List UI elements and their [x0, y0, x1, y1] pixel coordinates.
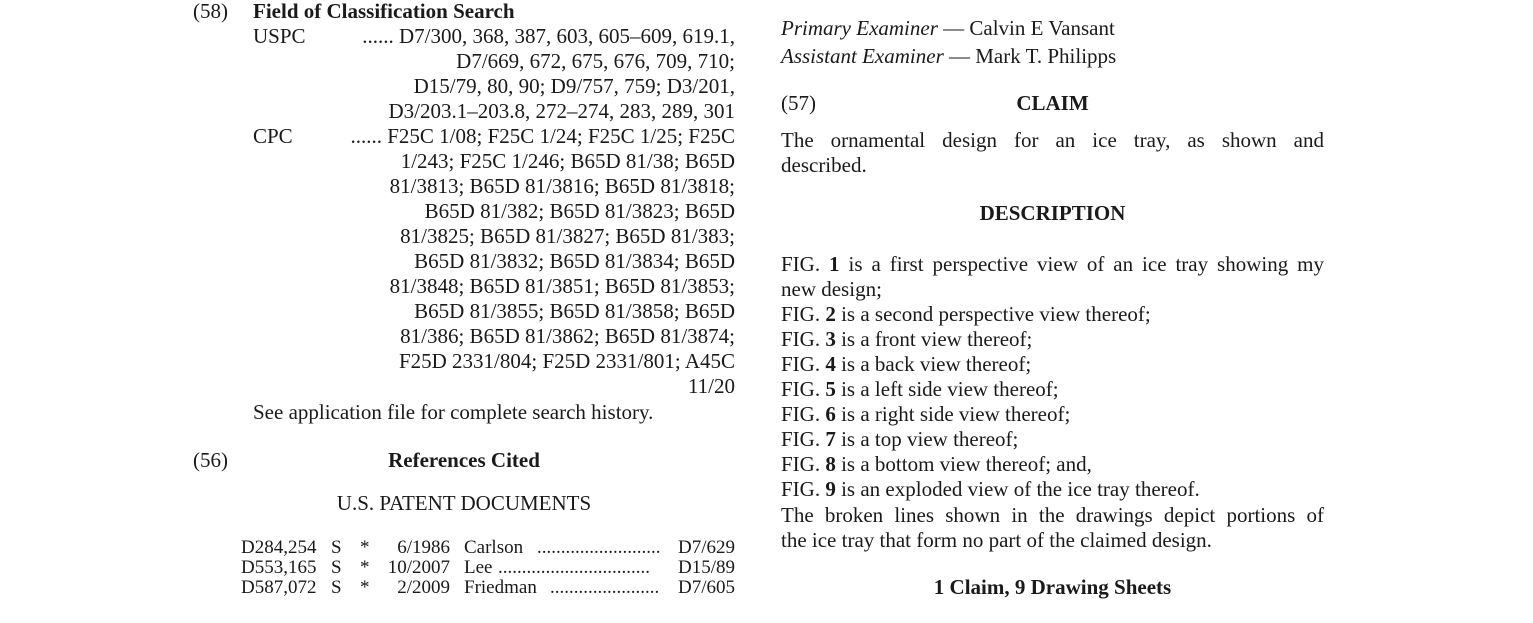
patent-kind: S [331, 577, 342, 598]
fig-text: is a left side view thereof; [841, 377, 1059, 401]
fig-number: 6 [825, 402, 836, 426]
classification-heading: Field of Classification Search [253, 0, 515, 23]
fig-line [781, 352, 1031, 377]
fig-prefix: FIG. [781, 352, 821, 376]
fig-text: is a bottom view thereof; and, [841, 452, 1092, 476]
fig-number: 2 [825, 302, 836, 326]
us-patent-documents-heading: U.S. PATENT DOCUMENTS [336, 491, 592, 515]
assistant-examiner-label: Assistant Examiner [781, 44, 944, 68]
fig-line [781, 377, 1059, 402]
fig-prefix: FIG. [781, 402, 821, 426]
fig-number: 1 [829, 252, 840, 276]
uspc-line: D7/669, 672, 675, 676, 709, 710; [456, 49, 735, 73]
broken-lines-note: The broken lines shown in the drawings depict portions of [781, 503, 1324, 527]
patent-date: 2/2009 [397, 577, 450, 598]
uspc-label: USPC [253, 24, 306, 48]
cpc-line: B65D 81/3832; B65D 81/3834; B65D [414, 249, 735, 273]
patent-kind: S [331, 537, 342, 558]
uspc-line: D3/203.1–203.8, 272–274, 283, 289, 301 [388, 99, 735, 123]
examiner-cited-mark: * [360, 577, 370, 598]
leader-dots: .......................... [537, 537, 661, 558]
fig-number: 7 [825, 427, 836, 451]
fig-line [781, 477, 1200, 502]
fig-line [781, 302, 1151, 327]
claims-sheets-count: 1 Claim, 9 Drawing Sheets [933, 575, 1172, 599]
patent-date: 10/2007 [387, 557, 450, 578]
claim-code: (57) [781, 91, 816, 115]
cpc-line: B65D 81/382; B65D 81/3823; B65D [424, 199, 735, 223]
fig-prefix: FIG. [781, 327, 821, 351]
cpc-line: 81/3848; B65D 81/3851; B65D 81/3853; [389, 274, 735, 298]
primary-examiner-name: — Calvin E Vansant [943, 16, 1115, 40]
classification-code: (58) [193, 0, 228, 23]
claim-text-line: described. [781, 153, 867, 177]
examiner-cited-mark: * [360, 537, 370, 558]
cpc-line: B65D 81/3855; B65D 81/3858; B65D [414, 299, 735, 323]
fig-prefix: FIG. [781, 452, 821, 476]
fig-line [781, 252, 1324, 277]
see-application-note: See application file for complete search history. [253, 400, 654, 424]
primary-examiner-label: Primary Examiner [781, 16, 938, 40]
uspc-line: ...... D7/300, 368, 387, 603, 605–609, 619.1, [362, 24, 735, 48]
references-code: (56) [193, 448, 228, 472]
uspc-line: D15/79, 80, 90; D9/757, 759; D3/201, [413, 74, 735, 98]
fig-text: is a top view thereof; [841, 427, 1019, 451]
fig-line [781, 327, 1032, 352]
assistant-examiner-name: — Mark T. Philipps [949, 44, 1117, 68]
patent-number: D284,254 [241, 537, 317, 558]
fig-prefix: FIG. [781, 427, 821, 451]
cpc-line: 1/243; F25C 1/246; B65D 81/38; B65D [400, 149, 735, 173]
patentee-name: Lee [464, 557, 493, 578]
cpc-line: 81/3813; B65D 81/3816; B65D 81/3818; [389, 174, 735, 198]
fig-text: is a second perspective view thereof; [841, 302, 1151, 326]
description-heading: DESCRIPTION [979, 201, 1126, 225]
fig-prefix: FIG. [781, 377, 821, 401]
fig-text: is a right side view thereof; [841, 402, 1071, 426]
broken-lines-note-continued: the ice tray that form no part of the claimed design. [781, 528, 1212, 552]
cpc-line: ...... F25C 1/08; F25C 1/24; F25C 1/25; F25C [350, 124, 735, 148]
patent-kind: S [331, 557, 342, 578]
fig-prefix: FIG. [781, 252, 821, 276]
examiner-cited-mark: * [360, 557, 370, 578]
claim-text-line: The ornamental design for an ice tray, as shown and [781, 128, 1324, 152]
fig-text: is a first perspective view of an ice tray showing my [848, 252, 1325, 276]
patent-number: D553,165 [241, 557, 317, 578]
fig-line [781, 452, 1092, 477]
cpc-line: 11/20 [687, 374, 735, 398]
cpc-line: 81/386; B65D 81/3862; B65D 81/3874; [400, 324, 735, 348]
primary-examiner [781, 16, 1115, 41]
references-heading: References Cited [388, 448, 540, 472]
us-class: D7/629 [678, 537, 735, 558]
fig-line-continued: new design; [781, 277, 882, 301]
fig-text: is a back view thereof; [841, 352, 1032, 376]
fig-prefix: FIG. [781, 302, 821, 326]
patentee-name: Carlson [464, 537, 524, 558]
fig-text: is a front view thereof; [841, 327, 1033, 351]
fig-prefix: FIG. [781, 477, 821, 501]
cpc-label: CPC [253, 124, 293, 148]
fig-number: 5 [825, 377, 836, 401]
leader-dots: ....................... [550, 577, 660, 598]
claim-heading: CLAIM [1016, 91, 1089, 115]
patent-date: 6/1986 [397, 537, 450, 558]
fig-number: 3 [825, 327, 836, 351]
fig-number: 9 [825, 477, 836, 501]
fig-line [781, 427, 1018, 452]
fig-text: is an exploded view of the ice tray thereof. [841, 477, 1200, 501]
us-class: D7/605 [678, 577, 735, 598]
us-class: D15/89 [678, 557, 735, 578]
patent-number: D587,072 [241, 577, 317, 598]
fig-number: 8 [825, 452, 836, 476]
leader-dots: ................................ [498, 557, 650, 578]
fig-number: 4 [825, 352, 836, 376]
fig-line [781, 402, 1070, 427]
assistant-examiner [781, 44, 1116, 69]
cpc-line: F25D 2331/804; F25D 2331/801; A45C [398, 349, 735, 373]
cpc-line: 81/3825; B65D 81/3827; B65D 81/383; [400, 224, 735, 248]
patentee-name: Friedman [464, 577, 537, 598]
